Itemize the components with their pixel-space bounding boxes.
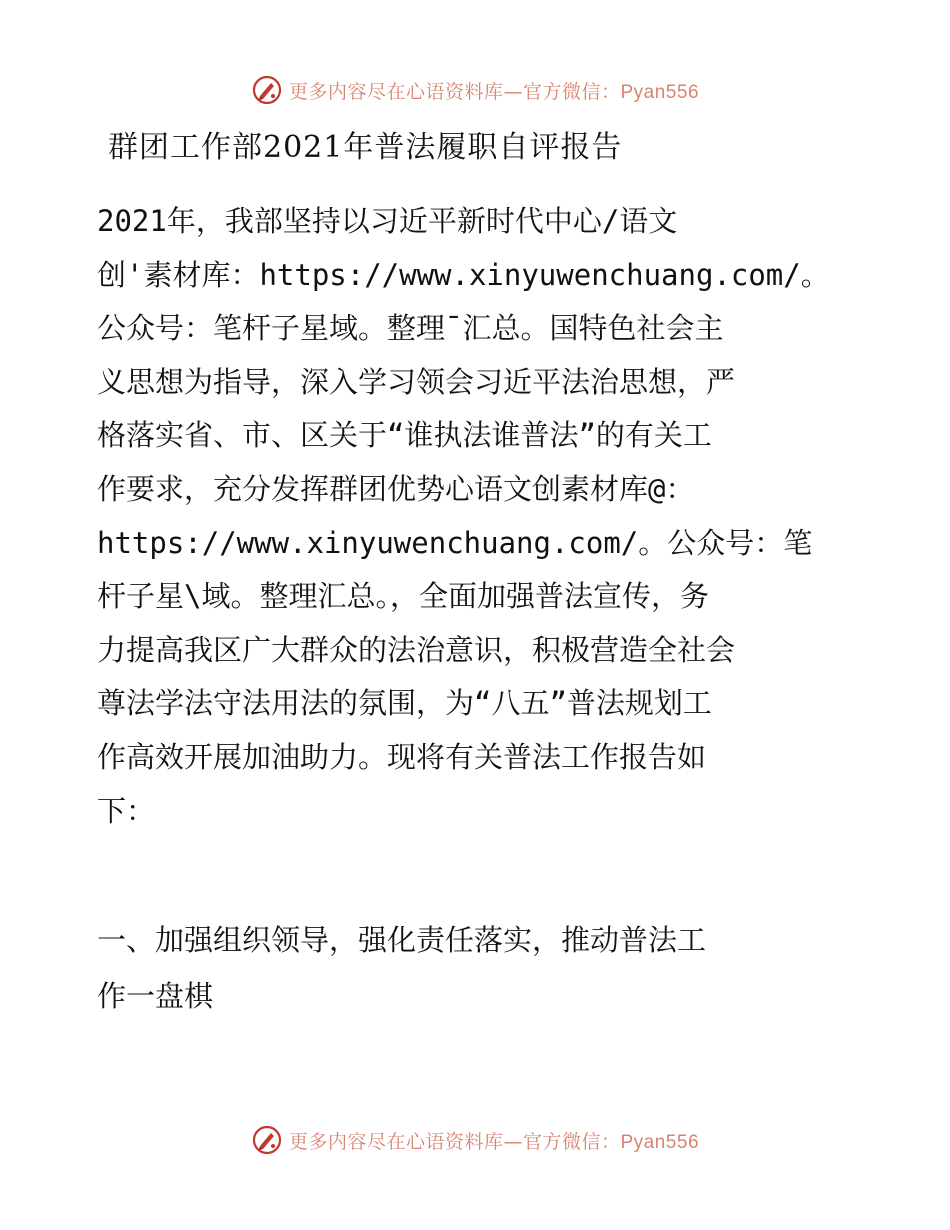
banner-account: Pyan556	[620, 1131, 700, 1153]
section-heading-line: 一、加强组织领导，强化责任落实，推动普法工	[97, 923, 707, 957]
document-body	[97, 195, 857, 838]
body-text-line: 义思想为指导，深入学习领会习近平法治思想，严	[97, 364, 736, 399]
body-text-line: 格落实省、市、区关于“谁执法谁普法”的有关工	[97, 418, 712, 453]
banner-label: 官方微信：	[522, 1130, 621, 1153]
banner-text	[289, 1127, 699, 1154]
body-text-line: 创'素材库：https://www.xinyuwenchuang.com/。	[97, 257, 830, 292]
header-banner	[0, 70, 950, 110]
pen-logo-icon	[251, 1124, 283, 1156]
body-text-line: 作高效开展加油助力。现将有关普法工作报告如	[97, 739, 707, 774]
document-title: 群团工作部2021年普法履职自评报告	[108, 130, 623, 165]
body-text-line: 公众号：笔杆子星域。整理¯汇总。国特色社会主	[97, 311, 724, 346]
banner-account: Pyan556	[620, 81, 700, 103]
body-text-line: https://www.xinyuwenchuang.com/。公众号：笔	[97, 525, 813, 560]
body-text-line: 作要求，充分发挥群团优势心语文创素材库@：	[97, 471, 695, 506]
banner-inner	[251, 1124, 699, 1156]
banner-slogan: 更多内容尽在心语资料库	[288, 80, 504, 103]
section-heading	[97, 912, 857, 1024]
banner-separator: —	[503, 80, 523, 103]
pen-logo-icon	[251, 74, 283, 106]
footer-banner	[0, 1120, 950, 1160]
banner-separator: —	[503, 1130, 523, 1153]
banner-slogan: 更多内容尽在心语资料库	[288, 1130, 504, 1153]
body-text-line: 2021年，我部坚持以习近平新时代中心/语文	[97, 204, 678, 238]
banner-inner	[251, 74, 699, 106]
body-text-line: 杆子星\域。整理汇总。，全面加强普法宣传，务	[97, 579, 709, 614]
banner-label: 官方微信：	[522, 80, 621, 103]
body-text-line: 下：	[97, 793, 156, 828]
body-text-line: 尊法学法守法用法的氛围，为“八五”普法规划工	[97, 686, 712, 721]
body-text-line: 力提高我区广大群众的法治意识，积极营造全社会	[97, 632, 736, 667]
section-heading-line: 作一盘棋	[97, 979, 214, 1013]
banner-text	[289, 77, 699, 104]
